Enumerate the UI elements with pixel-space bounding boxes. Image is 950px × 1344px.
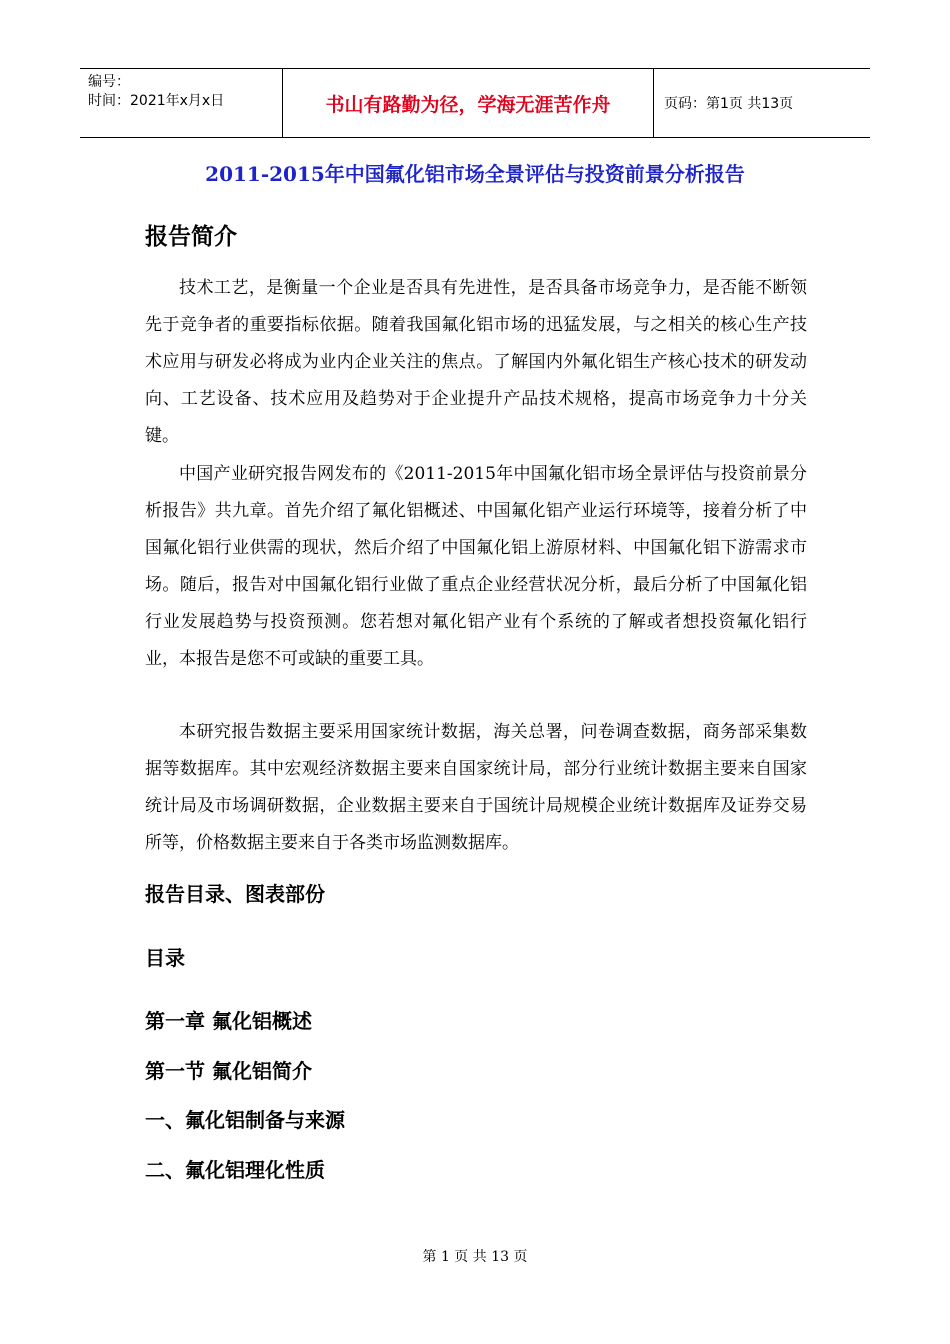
toc-item-1: 一、氟化铝制备与来源 [145, 1108, 345, 1132]
motto-cell [282, 69, 654, 137]
toc-section-1-1: 第一节 氟化铝简介 [145, 1059, 312, 1083]
toc-heading: 目录 [145, 946, 185, 970]
intro-heading: 报告简介 [145, 224, 237, 250]
time-label: 时间：2021年x月x日 [88, 93, 225, 109]
page-footer: 第 1 页 共 13 页 [422, 1249, 528, 1265]
header-meta-cell [80, 69, 282, 137]
intro-paragraph-2: 中国产业研究报告网发布的《2011-2015年中国氟化铝市场全景评估与投资前景分析报告》共九章。首先介绍了氟化铝概述、中国氟化铝产业运行环境等，接着分析了中国氟化铝行业供需的现状，然后介绍了中国氟化铝上游原材料、中国氟化铝下游需求市场。随后，报告对中国氟化铝行业做了重点企业经营状况分析，最后分析了中国氟化铝行业发展趋势与投资预测。您若想对氟化铝产业有个系统的了解或者想投资氟化铝行业，本报告是您不可或缺的重要工具。 [145, 464, 807, 669]
intro-paragraph-1: 技术工艺，是衡量一个企业是否具有先进性，是否具备市场竞争力，是否能不断领先于竞争者的重要指标依据。随着我国氟化铝市场的迅猛发展，与之相关的核心生产技术应用与研发必将成为业内企业关注的焦点。了解国内外氟化铝生产核心技术的研发动向、工艺设备、技术应用及趋势对于企业提升产品技术规格，提高市场竞争力十分关键。 [145, 278, 807, 446]
document-header [80, 68, 870, 138]
intro-paragraph-3: 本研究报告数据主要采用国家统计数据，海关总署，问卷调查数据，商务部采集数据等数据库。其中宏观经济数据主要来自国家统计局，部分行业统计数据主要来自国家统计局及市场调研数据，企业数据主要来自于国统计局规模企业统计数据库及证券交易所等，价格数据主要来自于各类市场监测数据库。 [145, 722, 807, 853]
motto-text: 书山有路勤为径，学海无涯苦作舟 [325, 93, 611, 116]
number-label: 编号： [88, 74, 130, 90]
document-title: 2011-2015年中国氟化铝市场全景评估与投资前景分析报告 [205, 162, 745, 186]
toc-chapter-1: 第一章 氟化铝概述 [145, 1009, 312, 1033]
page-info-cell [654, 69, 870, 137]
toc-section-heading: 报告目录、图表部份 [145, 882, 325, 906]
page-info-text: 页码：第1页 共13页 [664, 96, 794, 112]
toc-item-2: 二、氟化铝理化性质 [145, 1158, 325, 1182]
